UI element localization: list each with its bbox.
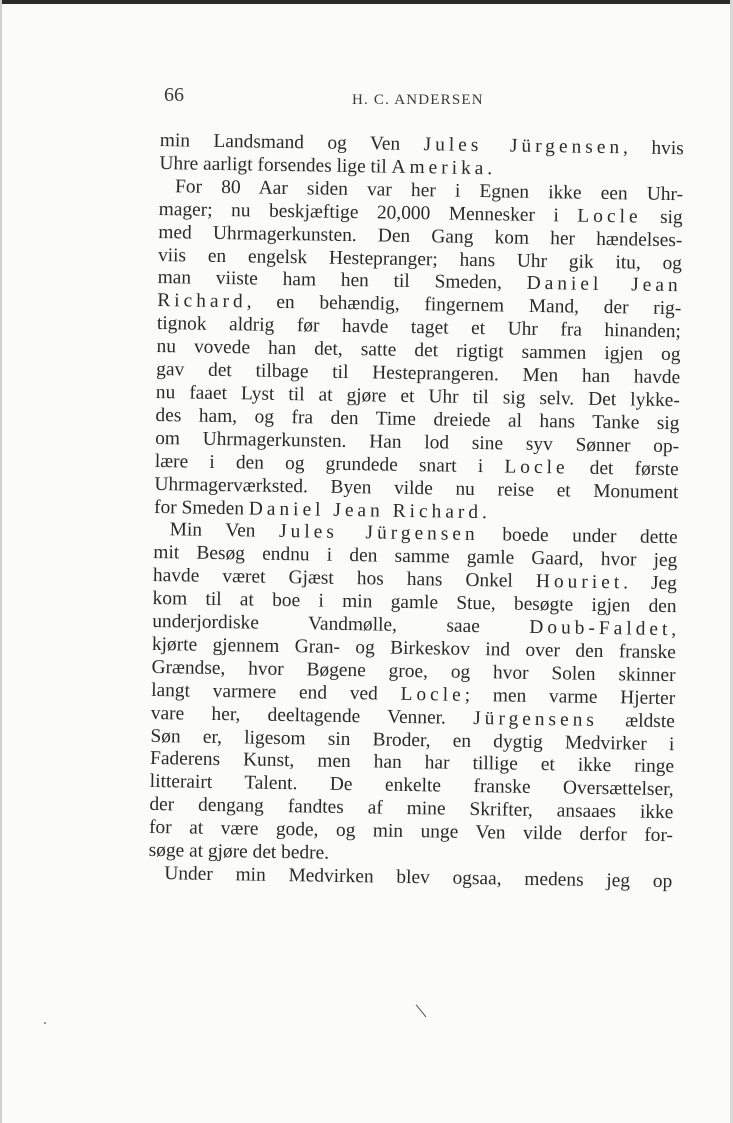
scan-left-edge xyxy=(0,0,2,1123)
text-run: , xyxy=(671,619,677,641)
text-run: tignok aldrig før havde taget et Uhr fra hinanden; xyxy=(156,313,682,343)
spaced-name: Locle xyxy=(577,205,642,228)
text-run: Søn er, ligesom sin Broder, en dygtig Medvirker i xyxy=(150,725,675,755)
spaced-name: Daniel Jean Richard xyxy=(248,497,483,523)
text-run: Uhre aarligt forsendes lige til xyxy=(159,152,392,178)
text-run: des ham, og fra den Time dreiede al hans Tanke sig xyxy=(155,404,680,435)
spaced-name: Richard xyxy=(157,290,247,313)
spaced-name: Daniel Jean xyxy=(526,273,682,297)
text-run: nu vovede han det, satte det rigtigt sammen igjen og xyxy=(156,336,681,366)
text-run: lære i den og grundede snart i xyxy=(154,450,505,478)
running-head: H. C. ANDERSEN xyxy=(352,92,484,108)
text-run: med Uhrmagerkunsten. Den Gang kom her hændelses- xyxy=(158,221,683,251)
text-run: man viiste ham hen til Smeden, xyxy=(157,267,527,295)
spaced-name: Houriet xyxy=(535,571,624,594)
text-run: ; men varme Hjerter xyxy=(464,684,676,709)
text-run: mager; nu beskjæftige 20,000 Mennesker i xyxy=(158,198,578,227)
text-run: gav det tilbage til Hesteprangeren. Men han havde xyxy=(156,359,681,389)
text-run: boede under dette xyxy=(478,524,678,549)
text-run: langt varmere end ved xyxy=(151,679,401,705)
text-run: Grændse, hvor Bøgene groe, og hvor Solen skinner xyxy=(151,656,676,687)
spaced-name: Jules Jürgensen xyxy=(423,134,624,159)
text-run: . Jeg xyxy=(622,572,678,595)
stray-ink-mark: \ xyxy=(413,997,429,1024)
body-text xyxy=(148,130,684,894)
text-run: , en behændig, fingernem Mand, der rig- xyxy=(246,291,682,320)
text-run: kjørte gjennem Gran- og Birkeskov ind over den franske xyxy=(151,633,677,664)
spaced-name: Amerika xyxy=(391,156,488,180)
text-run: der dengang fandtes af mine Skrifter, ansaaes ikke xyxy=(149,794,674,824)
text-run: Min Ven xyxy=(169,519,280,543)
text-run: viis en engelsk Hestepranger; hans Uhr gik itu, og xyxy=(157,244,683,274)
stray-dot xyxy=(44,1022,46,1024)
text-run: for Smeden xyxy=(153,496,250,519)
spaced-name: Jules Jürgensen xyxy=(278,521,479,546)
text-run: sig xyxy=(641,206,683,228)
text-run: min Landsmand og Ven xyxy=(159,130,424,156)
scan-top-edge xyxy=(0,0,733,4)
spaced-name: Locle xyxy=(504,456,569,479)
spaced-name: Jürgensens xyxy=(473,707,599,731)
spaced-name: Doub-Faldet xyxy=(529,616,672,641)
text-run: kom til at boe i min gamle Stue, besøgte igjen den xyxy=(152,588,677,618)
text-run: for at være gode, og min unge Ven vilde derfor for- xyxy=(148,817,674,847)
text-run: ældste xyxy=(597,709,675,732)
page-number: 66 xyxy=(164,84,184,106)
text-run: Faderens Kunst, men han har tillige et ikke ringe xyxy=(149,748,675,778)
text-run: Uhrmagerværksted. Byen vilde nu reise et Monument xyxy=(154,473,679,503)
text-run: , hvis xyxy=(622,137,684,160)
text-run: . xyxy=(487,158,493,180)
text-run: det første xyxy=(568,457,679,480)
text-run: om Uhrmagerkunsten. Han lod sine syv Sønner op- xyxy=(154,427,680,457)
text-run: nu faaet Lyst til at gjøre et Uhr til sig selv. Det lykke- xyxy=(155,381,680,412)
text-run: For 80 Aar siden var her i Egnen ikke een Uhr- xyxy=(174,176,684,206)
text-run: underjordiske Vandmølle, saae xyxy=(152,610,530,638)
text-run: mit Besøg endnu i den samme gamle Gaard, hvor jeg xyxy=(153,542,678,572)
spaced-name: Locle xyxy=(400,683,465,706)
text-run: litterairt Talent. De enkelte franske Oversættelser, xyxy=(149,771,674,801)
text-run: . xyxy=(481,501,488,523)
text-run: Under min Medvirken blev ogsaa, medens jeg op xyxy=(164,863,673,893)
text-run: søge at gjøre det bedre. xyxy=(148,840,330,864)
text-run: vare her, deeltagende Venner. xyxy=(150,702,474,729)
text-run: havde været Gjæst hos hans Onkel xyxy=(152,565,537,593)
